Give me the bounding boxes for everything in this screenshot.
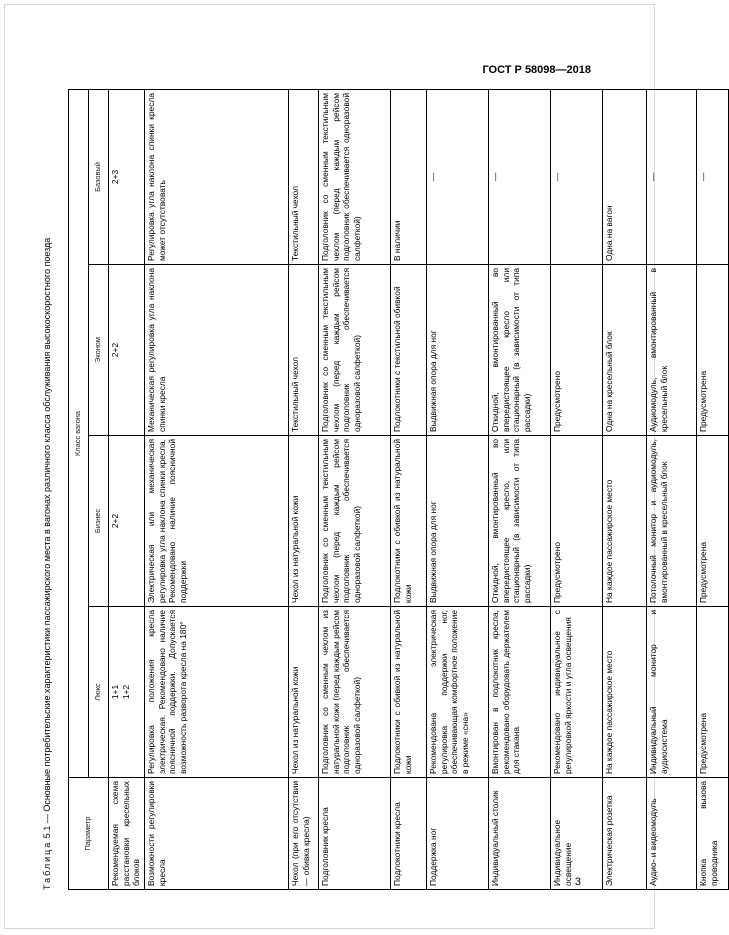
table-row [289,89,319,889]
header-basic: Базовый [89,89,109,264]
row-cell: Предусмотрена [697,436,729,607]
row-cell: Вмонтирован в подлокотник кресла, рекомендовано оборудовать держателем для стакана [489,607,551,778]
row-parameter: Поддержка ног [427,778,489,890]
header-lux: Люкс [89,607,109,778]
row-cell: Предусмотрена [697,607,729,778]
row-cell: — [551,89,603,264]
row-cell: 2+2 [109,265,145,436]
row-cell: Индивидуальный монитор и аудиосистема [647,607,697,778]
row-cell: Подголовник со сменным текстильным чехлом (перед каждым рейсом подголовник обеспечивается одноразовой салфеткой) [319,89,391,264]
table-row [145,89,289,889]
table-row [489,89,551,889]
row-cell: В наличии [391,89,427,264]
row-cell: Рекомендовано индивидуальное с регулировкой яркости и угла освещения [551,607,603,778]
row-cell: Откидной, вмонтированный во впередистоящее кресло или стационарный (в зависимости от типа рассадки) [489,265,551,436]
row-cell: Механическая регулировка угла наклона спинки кресла [145,265,289,436]
row-parameter: Возможности регулировки кресла [145,778,289,890]
row-cell: Текстильный чехол [289,89,319,264]
row-parameter: Аудио- и видеомодуль [647,778,697,890]
row-cell: — [697,89,729,264]
table-row [551,89,603,889]
row-cell: Предусмотрено [551,265,603,436]
table-row [319,89,391,889]
document-code: ГОСТ Р 58098—2018 [482,64,591,76]
rotated-table-block [40,90,719,890]
row-cell: Электрическая или механическая регулировка угла наклона спинки кресла. Рекомендовано наличие поясничной поддержки [145,436,289,607]
row-cell: Выдвижная опора для ног [427,436,489,607]
page-number: 3 [574,876,581,888]
row-cell: Подлокотники с обивкой из натуральной кожи [391,607,427,778]
row-cell: Подлокотники с обивкой из натуральной кожи [391,436,427,607]
row-cell: — [427,89,489,264]
row-cell: На каждое пассажирское место [603,607,647,778]
row-parameter: Подлокотники кресла [391,778,427,890]
row-parameter: Индивидуальное освещение [551,778,603,890]
table-row [647,89,697,889]
table-caption-label: Таблица [42,840,52,890]
row-parameter: Рекомендуемая схема расстановки кресельных блоков [109,778,145,890]
row-cell: Подголовник со сменным текстильным чехлом (перед каждым рейсом подголовник обеспечивается одноразовой салфеткой) [319,265,391,436]
table-caption [40,90,54,890]
row-cell: Рекомендована электрическая регулировка поддержки ног, обеспечивающая комфортное положение в режиме «сна» [427,607,489,778]
row-cell: Одна на кресельный блок [603,265,647,436]
row-cell: Потолочный монитор и аудиомодуль, вмонтированный в кресельный блок [647,436,697,607]
header-economy: Эконом [89,265,109,436]
row-parameter: Индивидуальный столик [489,778,551,890]
row-parameter: Электрическая розетка [603,778,647,890]
table-row [697,89,729,889]
row-cell: — [489,89,551,264]
row-cell: Подголовник со сменным текстильным чехлом (перед каждым рейсом подголовник обеспечивается одноразовой салфеткой) [319,436,391,607]
row-cell: Одна на вагон [603,89,647,264]
row-cell: На каждое пассажирское место [603,436,647,607]
table-caption-text: 5.1 — Основные потребительские характеристики пассажирского места в вагонах различного класса обслуживания высокоскоростного поезда [42,237,52,839]
row-cell: 1+1 1+2 [109,607,145,778]
row-cell: Откидной, вмонтированный во впередистоящее кресло, или стационарный (в зависимости от типа рассадки) [489,436,551,607]
characteristics-table [68,89,729,890]
row-cell: Подголовник со сменным чехлом из натуральной кожи (перед каждым рейсом подголовник обеспечивается одноразовой салфеткой) [319,607,391,778]
table-row [427,89,489,889]
row-cell: Текстильный чехол [289,265,319,436]
row-cell: Регулировка положения кресла электрическая. Рекомендовано наличие поясничной поддержки. Допускается возможность разворота кресла на 180° [145,607,289,778]
header-business: Бизнес [89,436,109,607]
row-cell: Аудиомодуль, вмонтированный в кресельный блок [647,265,697,436]
row-cell: — [647,89,697,264]
row-cell: Чехол из натуральной кожи [289,436,319,607]
row-cell: 2+3 [109,89,145,264]
row-parameter: Кнопка вызова проводника [697,778,729,890]
row-cell: Подлокотники с текстильной обивкой [391,265,427,436]
row-parameter: Чехол (при его отсутствии — обивка кресла) [289,778,319,890]
table-row [603,89,647,889]
row-parameter: Подголовник кресла [319,778,391,890]
header-car-class: Класс вагона [69,89,89,777]
header-parameter: Параметр [69,778,109,890]
row-cell: Предусмотрена [697,265,729,436]
row-cell: Предусмотрено [551,436,603,607]
row-cell: Выдвижная опора для ног [427,265,489,436]
table-row [109,89,145,889]
row-cell: Регулировка угла наклона спинки кресла может отсутствовать [145,89,289,264]
row-cell: Чехол из натуральной кожи [289,607,319,778]
row-cell: 2+2 [109,436,145,607]
table-row [391,89,427,889]
